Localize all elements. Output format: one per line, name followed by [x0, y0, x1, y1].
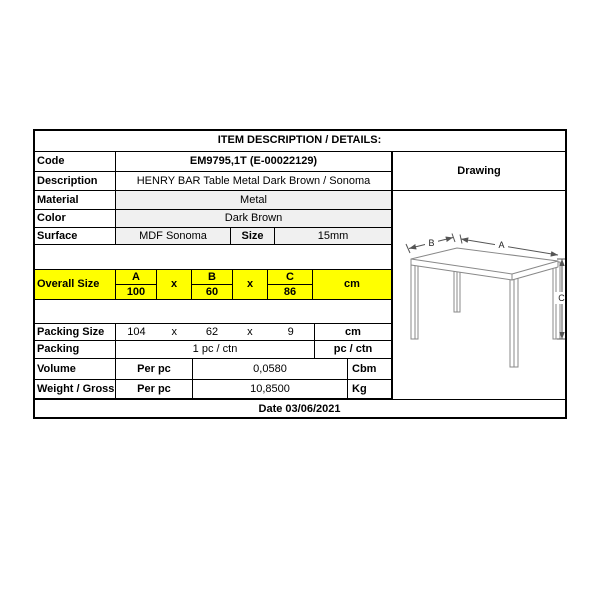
dim-label-a: A: [498, 240, 505, 250]
drawing-area: [392, 191, 567, 399]
overall-size-dim-b-letter: B: [192, 269, 233, 285]
description-label: Description: [33, 172, 116, 191]
overall-size-unit: cm: [313, 269, 392, 300]
table-top: [411, 248, 558, 280]
drawing-title: Drawing: [392, 152, 567, 191]
date-row: Date 03/06/2021: [33, 399, 567, 419]
volume-per: Per pc: [116, 359, 193, 380]
packing-value: 1 pc / ctn: [116, 341, 315, 359]
material-value: Metal: [116, 191, 392, 210]
overall-size-dim-c-value: 86: [268, 285, 313, 300]
packing-unit: pc / ctn: [315, 341, 392, 359]
volume-unit: Cbm: [348, 359, 392, 380]
packing-size-value-b: 62: [205, 325, 219, 338]
weight-per: Per pc: [116, 380, 193, 399]
overall-size-dim-a-value: 100: [116, 285, 157, 300]
packing-label: Packing: [33, 341, 116, 359]
material-label: Material: [33, 191, 116, 210]
dim-label-b: B: [428, 238, 435, 248]
sheet-title: ITEM DESCRIPTION / DETAILS:: [33, 129, 567, 152]
surface-value: MDF Sonoma: [116, 228, 231, 245]
packing-size-separator-2: x: [247, 325, 253, 338]
volume-label: Volume: [33, 359, 116, 380]
packing-size-values: [116, 323, 315, 341]
overall-size-dim-b-value: 60: [192, 285, 233, 300]
overall-size-label: Overall Size: [33, 269, 116, 300]
overall-size-separator-2: x: [233, 269, 268, 300]
color-value: Dark Brown: [116, 210, 392, 228]
packing-size-value-a: 104: [127, 325, 146, 338]
packing-size-value-c: 9: [287, 325, 294, 338]
color-label: Color: [33, 210, 116, 228]
surface-size-label: Size: [231, 228, 275, 245]
dim-label-c: C: [558, 293, 565, 303]
weight-value: 10,8500: [193, 380, 348, 399]
surface-label: Surface: [33, 228, 116, 245]
item-spec-table: [33, 129, 567, 419]
description-value: HENRY BAR Table Metal Dark Brown / Sonoma: [116, 172, 392, 191]
code-label: Code: [33, 152, 116, 172]
packing-size-unit: cm: [315, 323, 392, 341]
code-value: EM9795,1T (E-00022129): [116, 152, 392, 172]
overall-size-dim-c-letter: C: [268, 269, 313, 285]
weight-label: Weight / Gross: [33, 380, 116, 399]
overall-size-separator-1: x: [157, 269, 192, 300]
packing-size-separator-1: x: [171, 325, 177, 338]
packing-size-label: Packing Size: [33, 323, 116, 341]
table-drawing: [392, 191, 567, 399]
section-divider: [391, 152, 393, 399]
surface-size-value: 15mm: [275, 228, 392, 245]
dimension-lines: [406, 234, 567, 340]
overall-size-dim-a-letter: A: [116, 269, 157, 285]
weight-unit: Kg: [348, 380, 392, 399]
volume-value: 0,0580: [193, 359, 348, 380]
